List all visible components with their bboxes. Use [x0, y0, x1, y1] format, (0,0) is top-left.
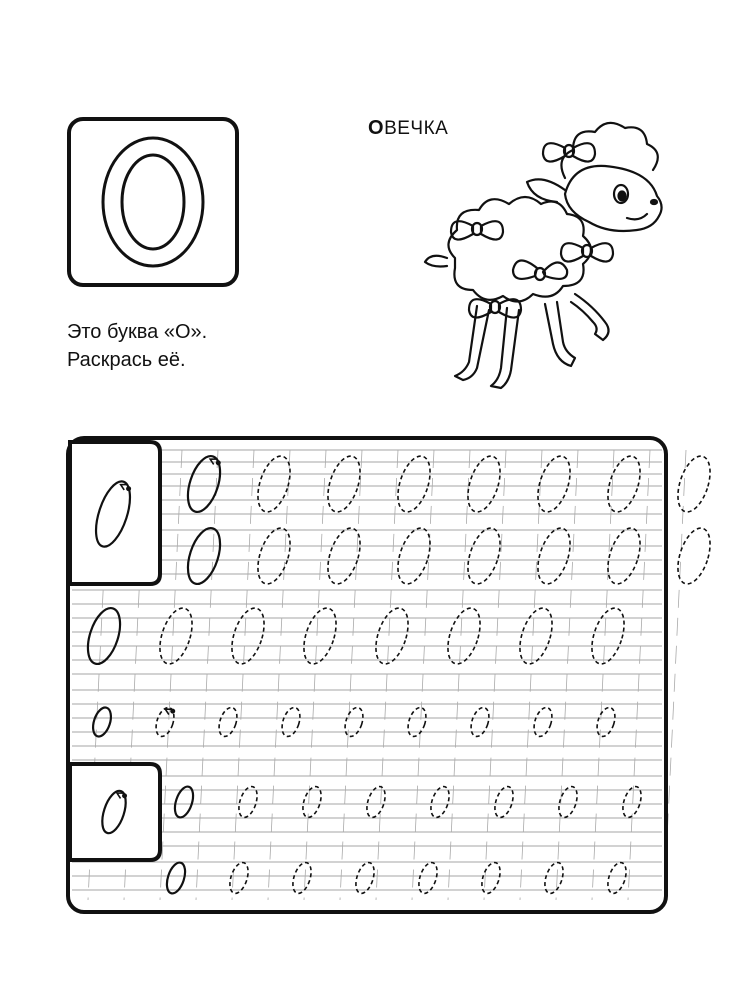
slant-line — [628, 450, 650, 900]
slant-line — [340, 450, 362, 900]
practice-letter-r4-5-stroke — [342, 705, 366, 738]
slant-line — [304, 450, 326, 900]
practice-letter-r2-6-stroke — [532, 524, 577, 588]
sample-box-small — [70, 764, 160, 860]
slant-line — [196, 450, 218, 900]
practice-letter-r2-7 — [602, 524, 647, 588]
practice-letter-r4-8 — [531, 705, 555, 738]
practice-letter-r4-6-stroke — [405, 705, 429, 738]
practice-letter-r4-2 — [153, 705, 178, 739]
practice-letter-r2-7-stroke — [602, 524, 647, 588]
practice-letter-r4-9 — [594, 705, 618, 738]
slant-line — [520, 450, 542, 900]
practice-letter-r4-4-stroke — [279, 705, 303, 738]
start-dot-icon — [215, 460, 221, 466]
practice-letter-r3-3 — [226, 604, 271, 668]
word-first-letter: О — [368, 117, 385, 139]
practice-letter-r4-3-stroke — [216, 705, 240, 738]
instruction-line-2: Раскрась её. — [67, 349, 186, 371]
slant-line — [232, 450, 254, 900]
practice-letter-r4-9-stroke — [594, 705, 618, 738]
practice-letter-r3-2 — [154, 604, 199, 668]
practice-letter-r2-8-stroke — [672, 524, 717, 588]
practice-letter-r1-8-stroke — [672, 452, 717, 516]
practice-letter-r3-2-stroke — [154, 604, 199, 668]
practice-letter-r4-5 — [342, 705, 366, 738]
practice-letter-r3-4 — [298, 604, 343, 668]
practice-letter-r3-7-stroke — [514, 604, 559, 668]
practice-letter-r2-2 — [252, 524, 297, 588]
word-rest: ВЕЧКА — [384, 118, 449, 139]
practice-letter-r4-3 — [216, 705, 240, 738]
practice-letter-r2-3-stroke — [322, 524, 367, 588]
practice-letter-r3-5 — [370, 604, 415, 668]
instruction-line-1: Это буква «О». — [67, 321, 208, 343]
slant-line — [376, 450, 398, 900]
practice-letter-r2-8 — [672, 524, 717, 588]
practice-letter-r4-7-stroke — [468, 705, 492, 738]
direction-arrow-icon — [209, 457, 217, 465]
practice-letter-r3-6-stroke — [442, 604, 487, 668]
practice-letter-r3-1-stroke — [82, 604, 127, 668]
practice-letter-r3-8-stroke — [586, 604, 631, 668]
practice-letter-r2-1-stroke — [182, 524, 227, 588]
practice-letter-r3-6 — [442, 604, 487, 668]
practice-letter-r2-4 — [392, 524, 437, 588]
slant-line — [160, 450, 182, 900]
slant-line — [412, 450, 434, 900]
practice-letter-r2-2-stroke — [252, 524, 297, 588]
practice-letter-r3-5-stroke — [370, 604, 415, 668]
sample-box-large — [70, 442, 160, 584]
practice-letter-r4-4 — [279, 705, 303, 738]
practice-letter-r3-8 — [586, 604, 631, 668]
practice-letter-r3-1 — [82, 604, 127, 668]
practice-letter-r1-8 — [672, 452, 717, 516]
practice-letter-r2-4-stroke — [392, 524, 437, 588]
slant-line — [592, 450, 614, 900]
slant-line — [448, 450, 470, 900]
slant-guides — [88, 450, 686, 900]
practice-letter-r4-7 — [468, 705, 492, 738]
practice-letter-r3-4-stroke — [298, 604, 343, 668]
practice-letter-r2-6 — [532, 524, 577, 588]
practice-letter-r4-1 — [90, 705, 114, 738]
sample-boxes — [70, 442, 160, 860]
slant-line — [556, 450, 578, 900]
slant-line — [484, 450, 506, 900]
practice-letter-r2-3 — [322, 524, 367, 588]
practice-letter-r3-3-stroke — [226, 604, 271, 668]
practice-letter-r4-6 — [405, 705, 429, 738]
slant-line — [268, 450, 290, 900]
practice-letter-r4-8-stroke — [531, 705, 555, 738]
practice-letter-r2-1 — [182, 524, 227, 588]
practice-letter-r4-1-stroke — [90, 705, 114, 738]
practice-letter-r3-7 — [514, 604, 559, 668]
